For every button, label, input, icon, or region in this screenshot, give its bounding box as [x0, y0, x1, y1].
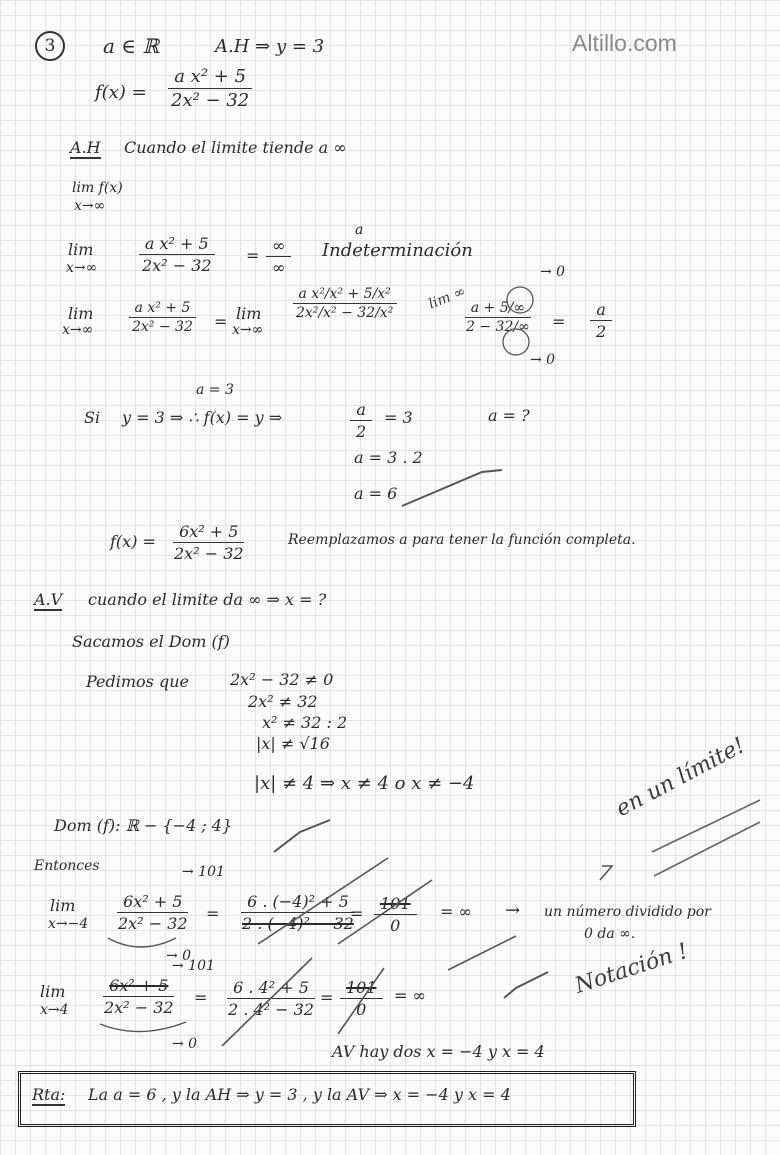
l2-lim: lim: [68, 304, 94, 323]
l2-result-den: 2: [596, 322, 607, 341]
header-ah-given: A.H ⇒ y = 3: [215, 36, 325, 57]
full-fn-comment: Reemplazamos a para tener la función completa.: [288, 532, 636, 548]
solve-si: Si: [84, 408, 101, 427]
l2-lim-note: lim ∞: [426, 283, 468, 313]
limb-mark0: → 0: [172, 1036, 198, 1052]
answer-text: La a = 6 , y la AH ⇒ y = 3 , y la AV ⇒ x = −4 y x = 4: [88, 1085, 511, 1104]
lima-result: [374, 894, 417, 935]
limb-result: [340, 978, 383, 1019]
l1-sub: x→∞: [66, 260, 98, 276]
l2-fraction: [126, 300, 199, 335]
limb-mark101: → 101: [172, 958, 215, 974]
function-lhs: f(x) =: [95, 82, 147, 103]
lima-lim: lim: [50, 896, 76, 915]
limb-mid-den: 2 . 4² − 32: [228, 1000, 314, 1019]
solve-frac-num: a: [350, 400, 372, 421]
l1-fraction: [136, 234, 218, 275]
l2-eval-den: 2 − 32/∞: [466, 319, 530, 335]
limb-mid-num: 6 . 4² + 5: [227, 978, 315, 999]
limb-sub: x→4: [40, 1002, 69, 1018]
l1-res-num: ∞: [266, 236, 291, 257]
l2-result: [590, 300, 612, 341]
l2-eq: =: [214, 312, 228, 331]
full-fn-lhs: f(x) =: [110, 532, 156, 551]
function-denominator: 2x² − 32: [171, 90, 250, 111]
note-underline-1: [652, 800, 760, 852]
av-pedimos: Pedimos que: [86, 672, 189, 691]
l2-zero-top: → 0: [540, 264, 566, 280]
av-title: A.V: [34, 590, 63, 609]
l2-lim2: lim: [236, 304, 262, 323]
l2-zero-bottom: → 0: [530, 352, 556, 368]
teacher-note-1: en un límite!: [612, 733, 750, 823]
limb-fraction: [98, 976, 180, 1017]
function-fraction: [165, 66, 255, 111]
lima-res-num: 101: [374, 894, 417, 915]
l2-big-fraction: [290, 286, 399, 321]
l1-indeterminacion: Indeterminación: [322, 240, 473, 261]
l1-eq: =: [246, 246, 260, 265]
l2-big-num: a x²/x² + 5/x²: [293, 286, 397, 304]
av-step-1: 2x² − 32 ≠ 0: [230, 670, 334, 689]
header-a-real: a ∈ ℝ: [103, 34, 160, 58]
ah-title: A.H: [70, 138, 101, 157]
av-step-3: x² ≠ 32 : 2: [262, 713, 348, 732]
av-intro: cuando el limite da ∞ ⇒ x = ?: [88, 590, 327, 609]
av-step-4: |x| ≠ √16: [256, 734, 330, 753]
limb-res-den: 0: [356, 1000, 367, 1019]
l1-result: [266, 236, 291, 277]
l1-num: a x² + 5: [139, 234, 215, 255]
solve-over-marks: a = 3: [196, 382, 234, 398]
av-summary: AV hay dos x = −4 y x = 4: [332, 1042, 545, 1061]
solve-step2: a = 6: [354, 484, 398, 503]
ah-intro: Cuando el limite tiende a ∞: [124, 138, 347, 157]
av-entonces: Entonces: [34, 858, 100, 874]
limb-num: 6x² + 5: [103, 976, 174, 997]
lima-mark0: → 0: [166, 948, 192, 964]
l2-den: 2x² − 32: [132, 319, 193, 335]
arrow-line: [448, 936, 516, 970]
lima-tail: = ∞: [440, 902, 472, 921]
checkmark-1: [402, 470, 502, 506]
solve-step1: a = 3 . 2: [354, 448, 423, 467]
limb-res-num: 101: [340, 978, 383, 999]
solve-fraction: [350, 400, 372, 441]
lima-fraction: [112, 892, 194, 933]
note-arrow: [600, 866, 612, 880]
av-domain: Dom (f): ℝ − {−4 ; 4}: [54, 816, 233, 835]
solve-question: a = ?: [488, 406, 530, 425]
av-step-2: 2x² ≠ 32: [248, 692, 318, 711]
lima-sub: x→−4: [48, 916, 89, 932]
exercise-number: 3: [35, 31, 65, 61]
full-fn-den: 2x² − 32: [174, 544, 244, 563]
l2-sub: x→∞: [62, 322, 94, 338]
l1-lim: lim: [68, 240, 94, 259]
limb-lim: lim: [40, 982, 66, 1001]
lima-mid-den: 2 . (−4)² − 32: [242, 914, 354, 933]
note-underline-2: [654, 822, 760, 876]
lima-res-den: 0: [390, 916, 401, 935]
l2-num: a x² + 5: [129, 300, 197, 318]
checkmark-3: [504, 972, 548, 998]
av-dom-intro: Sacamos el Dom (f): [72, 632, 230, 651]
lima-mid-num: 6 . (−4)² + 5: [241, 892, 355, 913]
lima-den: 2x² − 32: [118, 914, 188, 933]
l1-den: 2x² − 32: [142, 256, 212, 275]
lima-explain-1: un número dividido por: [544, 904, 711, 920]
lima-num: 6x² + 5: [117, 892, 188, 913]
limb-den: 2x² − 32: [104, 998, 174, 1017]
l2-sub2: x→∞: [232, 322, 264, 338]
l2-eval-num: a + 5/∞: [465, 300, 531, 318]
limb-tail: = ∞: [394, 986, 426, 1005]
solve-eq3: = 3: [384, 408, 413, 427]
checkmark-2: [274, 820, 330, 852]
lima-mark101: → 101: [182, 864, 225, 880]
ah-lim-fx-sub: x→∞: [74, 198, 106, 214]
full-fn-num: 6x² + 5: [173, 522, 244, 543]
limb-mid-fraction: [222, 978, 320, 1019]
function-numerator: a x² + 5: [168, 66, 252, 89]
l1-small-a: a: [355, 222, 364, 238]
underbrace-1: [108, 938, 176, 947]
l2-result-num: a: [590, 300, 612, 321]
solve-y-eq: y = 3 ⇒ ∴ f(x) = y ⇒: [122, 408, 283, 427]
l1-res-den: ∞: [272, 258, 286, 277]
answer-label: Rta:: [32, 1085, 66, 1104]
solve-frac-den: 2: [356, 422, 367, 441]
teacher-note-2: Notación !: [572, 938, 692, 999]
full-fn-fraction: [168, 522, 250, 563]
lima-arrow: →: [505, 900, 521, 921]
watermark: Altillo.com: [572, 30, 677, 56]
lima-explain-2: 0 da ∞.: [584, 926, 636, 942]
underbrace-2: [100, 1022, 186, 1032]
l2-big-den: 2x²/x² − 32/x²: [296, 305, 394, 321]
av-abs-result: |x| ≠ 4 ⇒ x ≠ 4 o x ≠ −4: [254, 773, 475, 794]
l2-eval-fraction: [460, 300, 536, 335]
ah-lim-fx: lim f(x): [72, 180, 123, 196]
lima-mid-fraction: [236, 892, 360, 933]
